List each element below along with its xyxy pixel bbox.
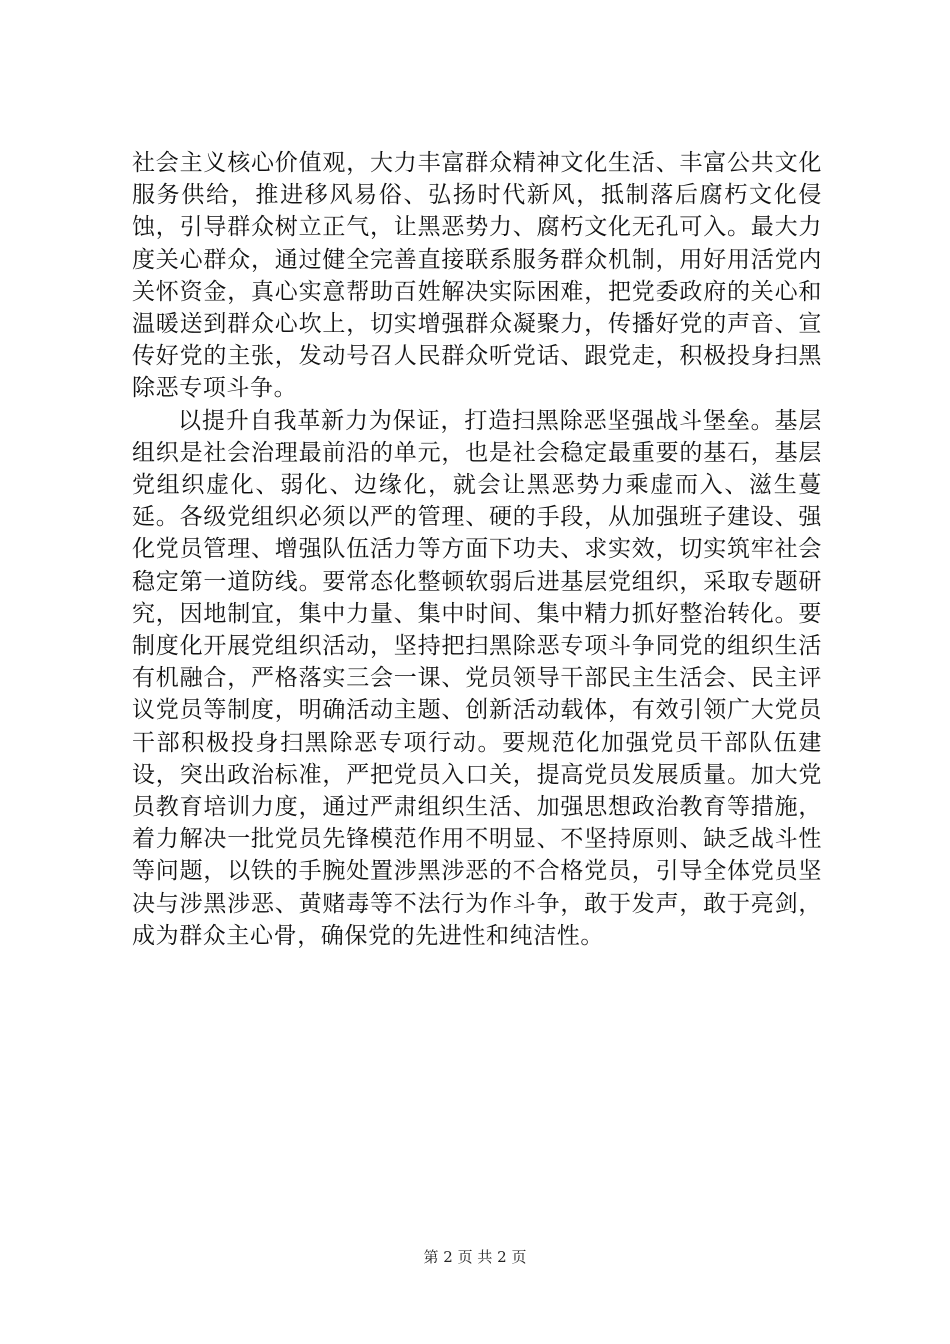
paragraph-continuation: 社会主义核心价值观，大力丰富群众精神文化生活、丰富公共文化服务供给，推进移风易俗、弘扬时代新风，抵制落后腐朽文化侵蚀，引导群众树立正气，让黑恶势力、腐朽文化无孔可入。最大力度关心群众，通过健全完善直接联系服务群众机制，用好用活党内关怀资金，真心实意帮助百姓解决实际困难，把党委政府的关心和温暖送到群众心坎上，切实增强群众凝聚力，传播好党的声音、宣传好党的主张，发动号召人民群众听党话、跟党走，积极投身扫黑除恶专项斗争。 <box>132 150 822 402</box>
page-number-footer: 第 2 页 共 2 页 <box>423 1248 527 1266</box>
document-body <box>132 147 822 952</box>
paragraph-self-renewal: 以提升自我革新力为保证，打造扫黑除恶坚强战斗堡垒。基层组织是社会治理最前沿的单元，也是社会稳定最重要的基石，基层党组织虚化、弱化、边缘化，就会让黑恶势力乘虚而入、滋生蔓延。各级党组织必须以严的管理、硬的手段，从加强班子建设、强化党员管理、增强队伍活力等方面下功夫、求实效，切实筑牢社会稳定第一道防线。要常态化整顿软弱后进基层党组织，采取专题研究，因地制宜，集中力量、集中时间、集中精力抓好整治转化。要制度化开展党组织活动，坚持把扫黑除恶专项斗争同党的组织生活有机融合，严格落实三会一课、党员领导干部民主生活会、民主评议党员等制度，明确活动主题、创新活动载体，有效引领广大党员干部积极投身扫黑除恶专项行动。要规范化加强党员干部队伍建设，突出政治标准，严把党员入口关，提高党员发展质量。加大党员教育培训力度，通过严肃组织生活、加强思想政治教育等措施，着力解决一批党员先锋模范作用不明显、不坚持原则、缺乏战斗性等问题，以铁的手腕处置涉黑涉恶的不合格党员，引导全体党员坚决与涉黑涉恶、黄赌毒等不法行为作斗争，敢于发声，敢于亮剑，成为群众主心骨，确保党的先进性和纯洁性。 <box>132 407 822 949</box>
